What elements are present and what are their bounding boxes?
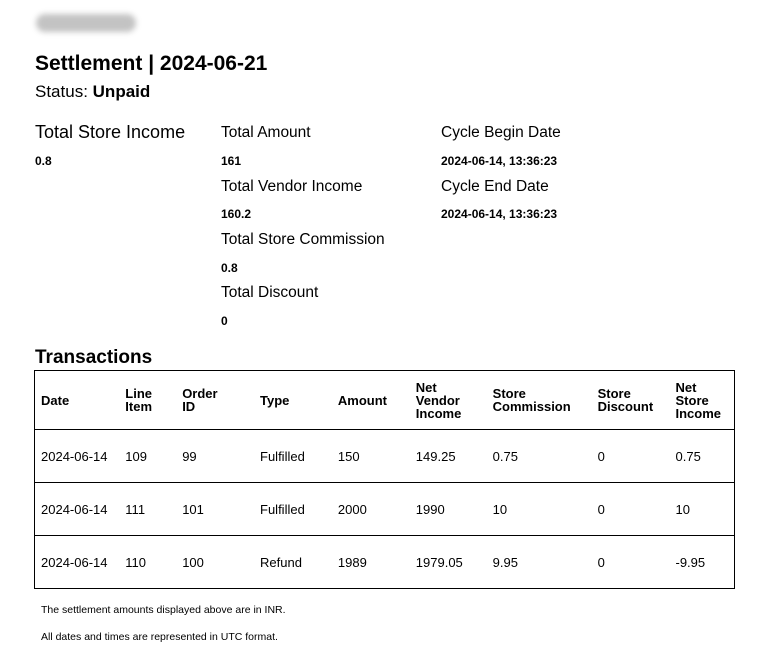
- total-vendor-income-label: Total Vendor Income: [221, 178, 363, 195]
- table-row: [35, 536, 735, 589]
- cycle-end-label: Cycle End Date: [441, 178, 549, 195]
- cell-line-item: 111: [119, 483, 176, 536]
- cell-store-discount: 0: [597, 554, 605, 570]
- cell-net-vendor-income: 1979.05: [415, 554, 463, 570]
- status-label: Status:: [35, 82, 88, 101]
- cell-date: 2024-06-14: [41, 554, 108, 570]
- table-row: [35, 430, 735, 483]
- total-store-income-value: 0.8: [35, 154, 52, 168]
- cell-net-store-income: -9.95: [675, 554, 706, 570]
- page-title: Settlement | 2024-06-21: [35, 52, 268, 75]
- cell-amount: 2000: [332, 483, 410, 536]
- col-header-type: Type: [254, 371, 332, 430]
- total-discount-label: Total Discount: [221, 284, 319, 301]
- total-vendor-income-value: 160.2: [221, 207, 252, 221]
- col-header-line-item: Line Item: [119, 371, 176, 430]
- cell-net-store-income: 10: [670, 483, 735, 536]
- cell-order-id: 100: [182, 554, 204, 570]
- cycle-begin-label: Cycle Begin Date: [441, 124, 561, 141]
- col-header-date: Date: [35, 371, 120, 430]
- cell-net-vendor-income: 1990: [410, 483, 487, 536]
- cell-store-commission: 9.95: [492, 554, 518, 570]
- col-header-store-discount: Store Discount: [592, 371, 670, 430]
- cycle-end-value: 2024-06-14, 13:36:23: [441, 207, 558, 221]
- total-amount-label: Total Amount: [221, 124, 311, 141]
- total-store-income-label: Total Store Income: [35, 122, 186, 142]
- cell-net-vendor-income: 149.25: [410, 430, 487, 483]
- cell-type: Fulfilled: [254, 483, 332, 536]
- total-amount-value: 161: [221, 154, 242, 168]
- total-store-commission-label: Total Store Commission: [221, 231, 385, 248]
- col-header-store-commission: Store Commission: [487, 371, 592, 430]
- cell-order-id: 99: [176, 430, 254, 483]
- timezone-note: All dates and times are represented in UTC format.: [41, 631, 278, 643]
- cell-type: Refund: [260, 554, 302, 570]
- currency-note: The settlement amounts displayed above are in INR.: [41, 604, 286, 616]
- col-header-amount: Amount: [332, 371, 410, 430]
- cell-net-store-income: 0.75: [670, 430, 735, 483]
- cell-type: Fulfilled: [254, 430, 332, 483]
- cell-amount: 150: [332, 430, 410, 483]
- status-value: Unpaid: [92, 82, 151, 101]
- cell-order-id: 101: [176, 483, 254, 536]
- cell-store-commission: 0.75: [487, 430, 592, 483]
- col-header-order-id: Order ID: [176, 371, 254, 430]
- cell-store-commission: 10: [487, 483, 592, 536]
- transactions-heading: Transactions: [35, 347, 153, 368]
- col-header-net-store-income: Net Store Income: [670, 371, 735, 430]
- table-header-row: [35, 371, 735, 430]
- settlement-status: [35, 82, 150, 102]
- total-discount-value: 0: [221, 314, 228, 328]
- cycle-begin-value: 2024-06-14, 13:36:23: [441, 154, 558, 168]
- col-header-net-vendor-income: Net Vendor Income: [410, 371, 487, 430]
- cell-date: 2024-06-14: [35, 430, 120, 483]
- redacted-store-name: [36, 14, 136, 32]
- table-row: [35, 483, 735, 536]
- cell-date: 2024-06-14: [35, 483, 120, 536]
- cell-amount: 1989: [337, 554, 367, 570]
- cell-store-discount: 0: [592, 430, 670, 483]
- cell-store-discount: 0: [592, 483, 670, 536]
- cell-line-item: 109: [119, 430, 176, 483]
- transactions-table: [34, 370, 735, 589]
- total-store-commission-value: 0.8: [221, 261, 238, 275]
- cell-line-item: 110: [125, 554, 147, 570]
